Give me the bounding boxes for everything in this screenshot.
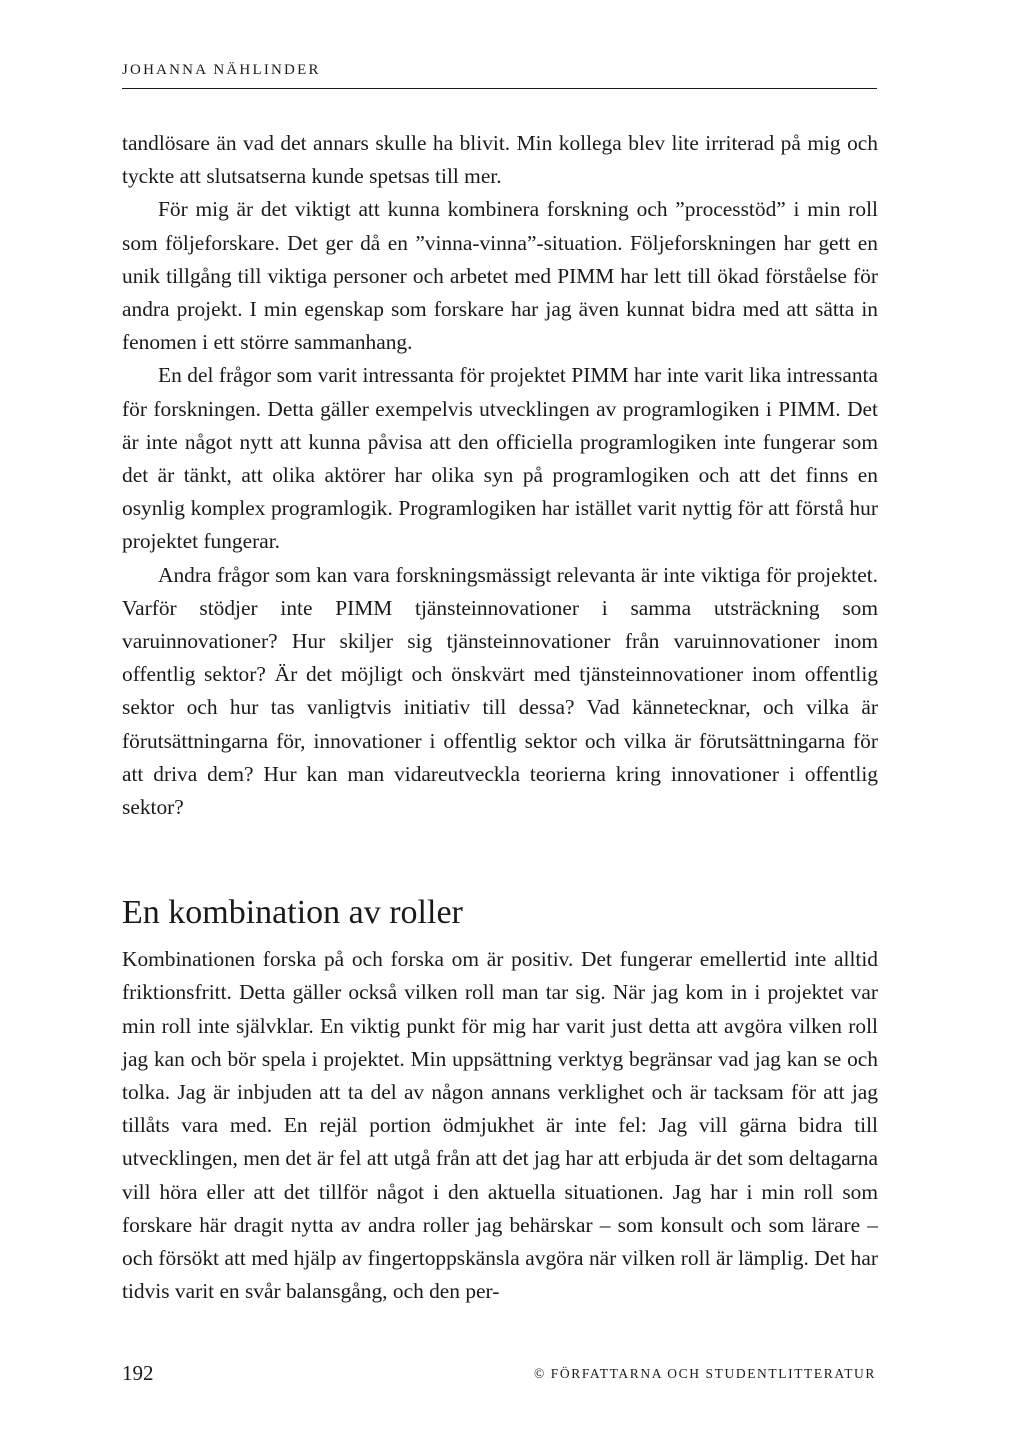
- section-heading: En kombination av roller: [122, 894, 463, 932]
- page-body: [122, 127, 878, 1309]
- page-number: 192: [122, 1361, 154, 1385]
- copyright-notice: © FÖRFATTARNA OCH STUDENTLITTERATUR: [533, 1366, 876, 1381]
- header-rule: [122, 88, 877, 89]
- running-header: JOHANNA NÄHLINDER: [122, 62, 321, 78]
- paragraph: För mig är det viktigt att kunna kombinera forskning och ”processtöd” i min roll som följeforskare. Det ger då en ”vinna-vinna”-situation. Följeforskningen har gett en unik tillgång till viktiga personer och arbetet med PIMM har lett till ökad förståelse för andra projekt. I min egenskap som forskare har jag även kunnat bidra med att sätta in fenomen i ett större sammanhang.: [122, 197, 878, 355]
- paragraph: En del frågor som varit intressanta för projektet PIMM har inte varit lika intressanta för forskningen. Detta gäller exempelvis utvecklingen av programlogiken i PIMM. Det är inte något nytt att kunna påvisa att den officiella programlogiken inte fungerar som det är tänkt, att olika aktörer har olika syn på programlogiken och att det finns en osynlig komplex programlogik. Programlogiken har istället varit nyttig för att förstå hur projektet fungerar.: [122, 363, 878, 554]
- paragraph: Kombinationen forska på och forska om är positiv. Det fungerar emellertid inte alltid friktionsfritt. Detta gäller också vilken roll man tar sig. När jag kom in i projektet var min roll inte självklar. En viktig punkt för mig har varit just detta att avgöra vilken roll jag kan och bör spela i projektet. Min uppsättning verktyg begränsar vad jag kan se och tolka. Jag är inbjuden att ta del av någon annans verklighet och är tacksam för att jag tillåts vara med. En rejäl portion ödmjukhet är inte fel: Jag vill gärna bidra till utvecklingen, men det är fel att utgå från att det jag har att erbjuda är det som deltagarna vill höra eller att det tillför något i den aktuella situationen. Jag har i min roll som forskare här dragit nytta av andra roller jag behärskar – som konsult och som lärare – och försökt att med hjälp av fingertoppskänsla avgöra när vilken roll är lämplig. Det har tidvis varit en svår balansgång, och den per-: [122, 947, 878, 1304]
- paragraph: Andra frågor som kan vara forskningsmässigt relevanta är inte viktiga för projektet. Varför stödjer inte PIMM tjänsteinnovationer i samma utsträckning som varuinnovationer? Hur skiljer sig tjänsteinnovationer från varuinnovationer inom offentlig sektor? Är det möjligt och önskvärt med tjänsteinnovationer inom offentlig sektor och hur tas vanligtvis initiativ till dessa? Vad kännetecknar, och vilka är förutsättningarna för, innovationer i offentlig sektor och vilka är förutsättningarna för att driva dem? Hur kan man vidareutveckla teorierna kring innovationer i offentlig sektor?: [122, 562, 878, 820]
- paragraph-continued: tandlösare än vad det annars skulle ha blivit. Min kollega blev lite irriterad på mig och tyckte att slutsatserna kunde spetsas till mer.: [122, 131, 878, 189]
